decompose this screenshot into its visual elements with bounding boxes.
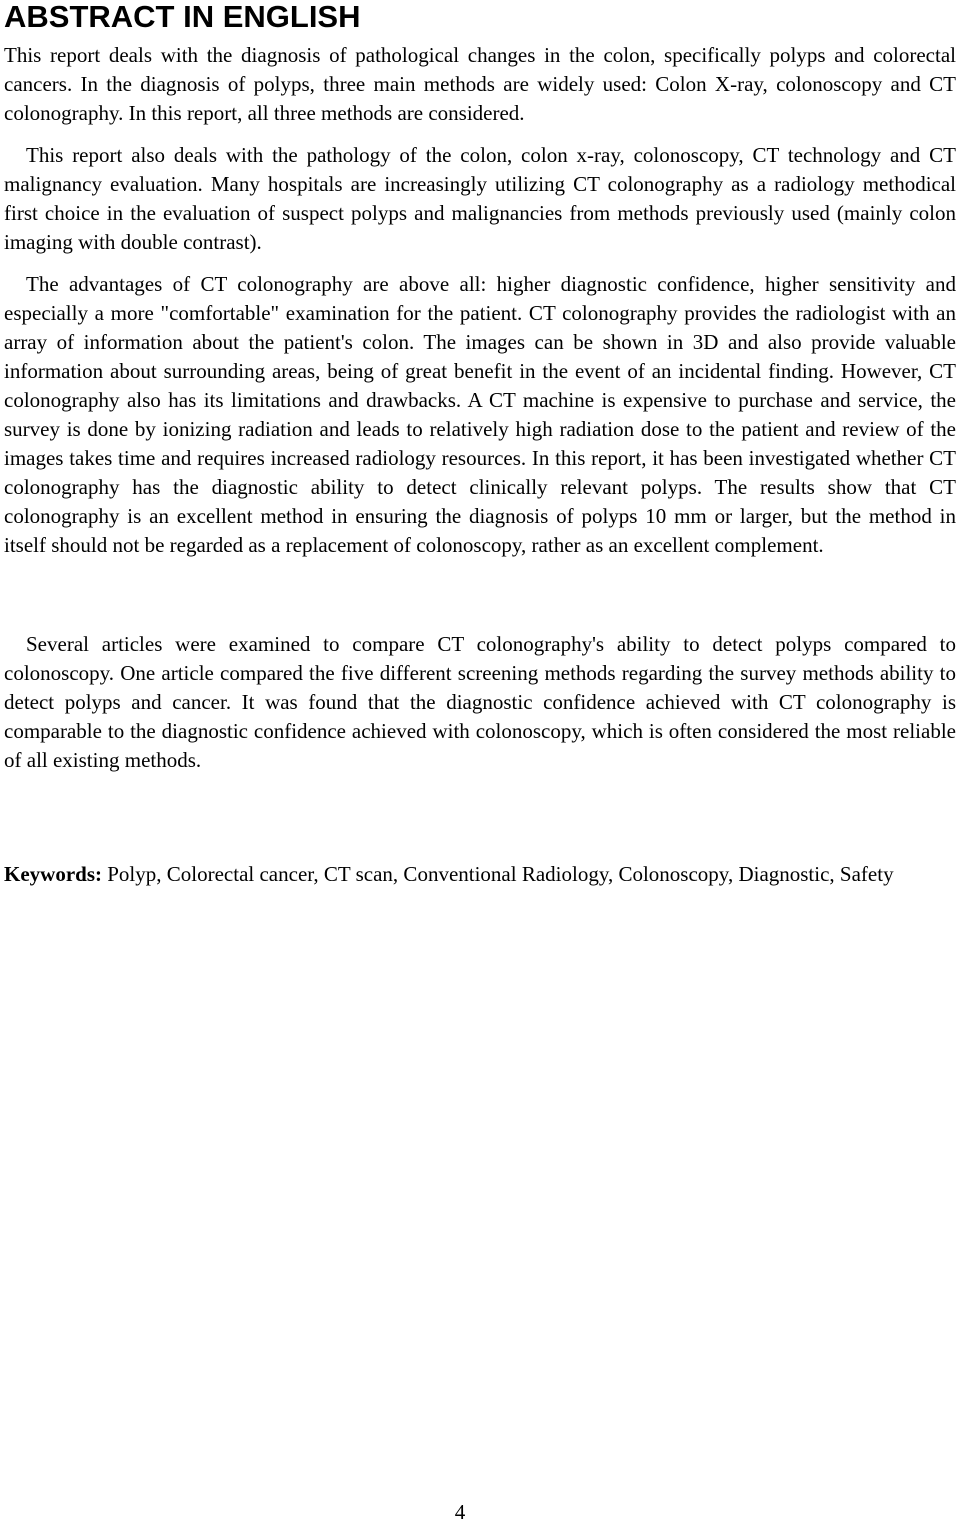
keywords-list: Polyp, Colorectal cancer, CT scan, Conventional Radiology, Colonoscopy, Diagnostic, Safety (102, 862, 894, 886)
paragraph-scope (4, 141, 956, 257)
page-number: 4 (454, 1500, 466, 1524)
paragraph-intro (4, 41, 956, 128)
paragraph-text: The advantages of CT colonography are above all: higher diagnostic confidence, higher sensitivity and especially a more "comfortable" examination for the patient. CT colonography provides the radiologist with an array of information about the patient's colon. The images can be shown in 3D and also provide valuable information about surrounding areas, being of great benefit in the event of an incidental finding. However, CT colonography also has its limitations and drawbacks. A CT machine is expensive to purchase and service, the survey is done by ionizing radiation and leads to relatively high radiation dose to the patient and review of the images takes time and requires increased radiology resources. In this report, it has been investigated whether CT colonography has the diagnostic ability to detect clinically relevant polyps. The results show that CT colonography is an excellent method in ensuring the diagnosis of polyps 10 mm or larger, but the method in itself should not be regarded as a replacement of colonoscopy, rather as an excellent complement. (4, 272, 956, 557)
keywords-line (4, 860, 904, 889)
keywords-label: Keywords: (4, 862, 102, 886)
paragraph-text: Several articles were examined to compare CT colonography's ability to detect polyps compared to colonoscopy. One article compared the five different screening methods regarding the survey methods ability to detect polyps and cancer. It was found that the diagnostic confidence achieved with CT colonography is comparable to the diagnostic confidence achieved with colonoscopy, which is often considered the most reliable of all existing methods. (4, 632, 956, 772)
abstract-heading: ABSTRACT IN ENGLISH (4, 0, 361, 34)
paragraph-articles (4, 630, 956, 775)
paragraph-text: This report deals with the diagnosis of pathological changes in the colon, specifically polyps and colorectal cancers. In the diagnosis of polyps, three main methods are widely used: Colon X-ray, colonoscopy and CT colonography. In this report, all three methods are considered. (4, 43, 956, 125)
paragraph-advantages (4, 270, 956, 560)
paragraph-text: This report also deals with the pathology of the colon, colon x-ray, colonoscopy, CT technology and CT malignancy evaluation. Many hospitals are increasingly utilizing CT colonography as a radiology methodical first choice in the evaluation of suspect polyps and malignancies from methods previously used (mainly colon imaging with double contrast). (4, 143, 956, 254)
